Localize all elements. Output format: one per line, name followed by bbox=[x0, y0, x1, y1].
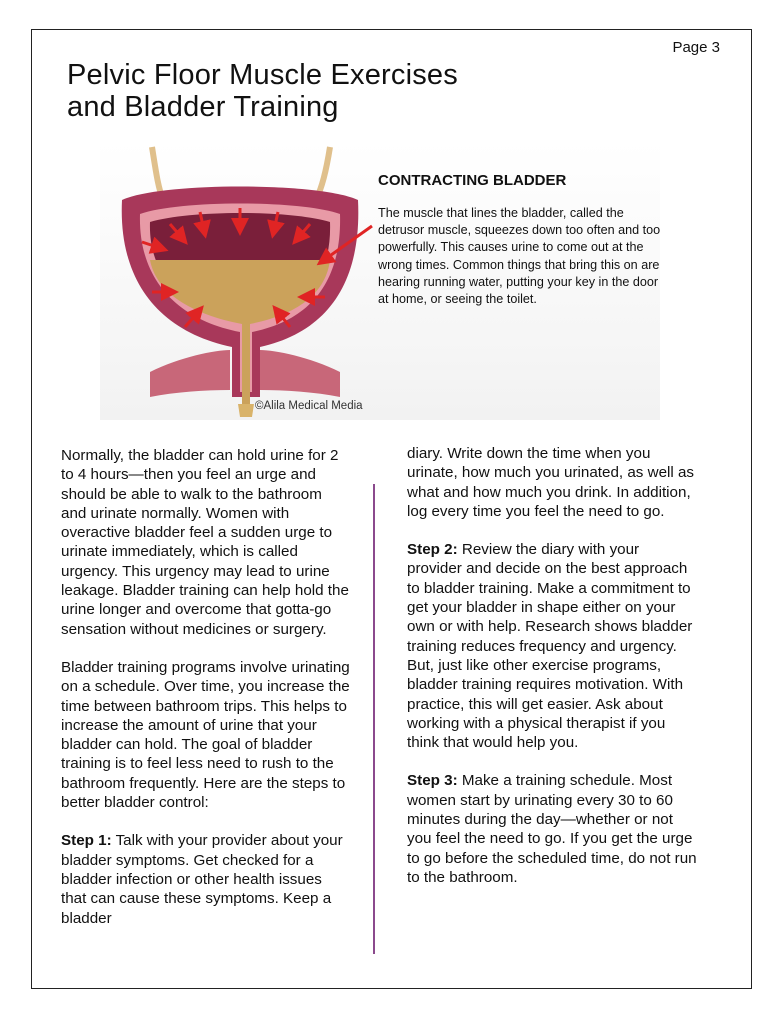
step-1-label: Step 1: bbox=[61, 832, 112, 850]
paragraph-step-1 bbox=[61, 831, 351, 927]
page-title bbox=[67, 59, 458, 123]
image-credit: ©Alila Medical Media bbox=[255, 400, 363, 412]
step-2-text: Review the diary with your provider and decide on the best approach to bladder training. Make a commitment to get your bladder in shape either on your own or with help. Research shows bladder training reduces frequency and urgency. But, just like other exercise programs, bladder training requires motivation. With practice, this will get easier. Ask about working with a physical therapist if you think that would help you. bbox=[407, 541, 693, 752]
paragraph-step-3 bbox=[407, 771, 697, 887]
paragraph-step-2 bbox=[407, 540, 697, 752]
urine-stream bbox=[238, 404, 254, 417]
column-divider bbox=[373, 484, 375, 954]
title-line-2: and Bladder Training bbox=[67, 91, 339, 123]
figure-heading: CONTRACTING BLADDER bbox=[378, 172, 567, 189]
step-3-label: Step 3: bbox=[407, 772, 458, 790]
step-1-text: Talk with your provider about your bladder symptoms. Get checked for a bladder infection or other health issues that can cause these symptoms. Keep a bladder bbox=[61, 832, 343, 927]
paragraph-normal-bladder: Normally, the bladder can hold urine for 2 to 4 hours—then you feel an urge and should be able to walk to the bathroom and urinate normally. Women with overactive bladder feel a sudden urge to urinate immediately, which is called urgency. This urgency may lead to urine leakage. Bladder training can help hold the urine longer and overcome that gotta-go sensation without medicines or surgery. bbox=[61, 447, 349, 638]
title-line-1: Pelvic Floor Muscle Exercises bbox=[67, 59, 458, 91]
step-3-text: Make a training schedule. Most women start by urinating every 30 to 60 minutes during the day—whether or not you feel the need to go. If you get the urge to go before the scheduled time, do not run to the bathroom. bbox=[407, 772, 697, 886]
figure-description: The muscle that lines the bladder, called the detrusor muscle, squeezes down too often and too powerfully. This causes urine to come out at the wrong times. Common things that bring this on are hearing running water, putting your key in the door at home, or seeing the toilet. bbox=[378, 206, 661, 307]
paragraph-diary: diary. Write down the time when you urinate, how much you urinated, as well as what and how much you drink. In addition, log every time you feel the need to go. bbox=[407, 445, 695, 520]
left-column bbox=[61, 446, 351, 947]
step-2-label: Step 2: bbox=[407, 541, 458, 559]
page-number: Page 3 bbox=[672, 39, 720, 56]
paragraph-bladder-training: Bladder training programs involve urinating on a schedule. Over time, you increase the time between bathroom trips. This helps to increase the amount of urine that your bladder can hold. The goal of bladder training is to feel less need to rush to the bathroom frequently. Here are the steps to better bladder control: bbox=[61, 658, 350, 812]
right-column bbox=[407, 444, 697, 906]
